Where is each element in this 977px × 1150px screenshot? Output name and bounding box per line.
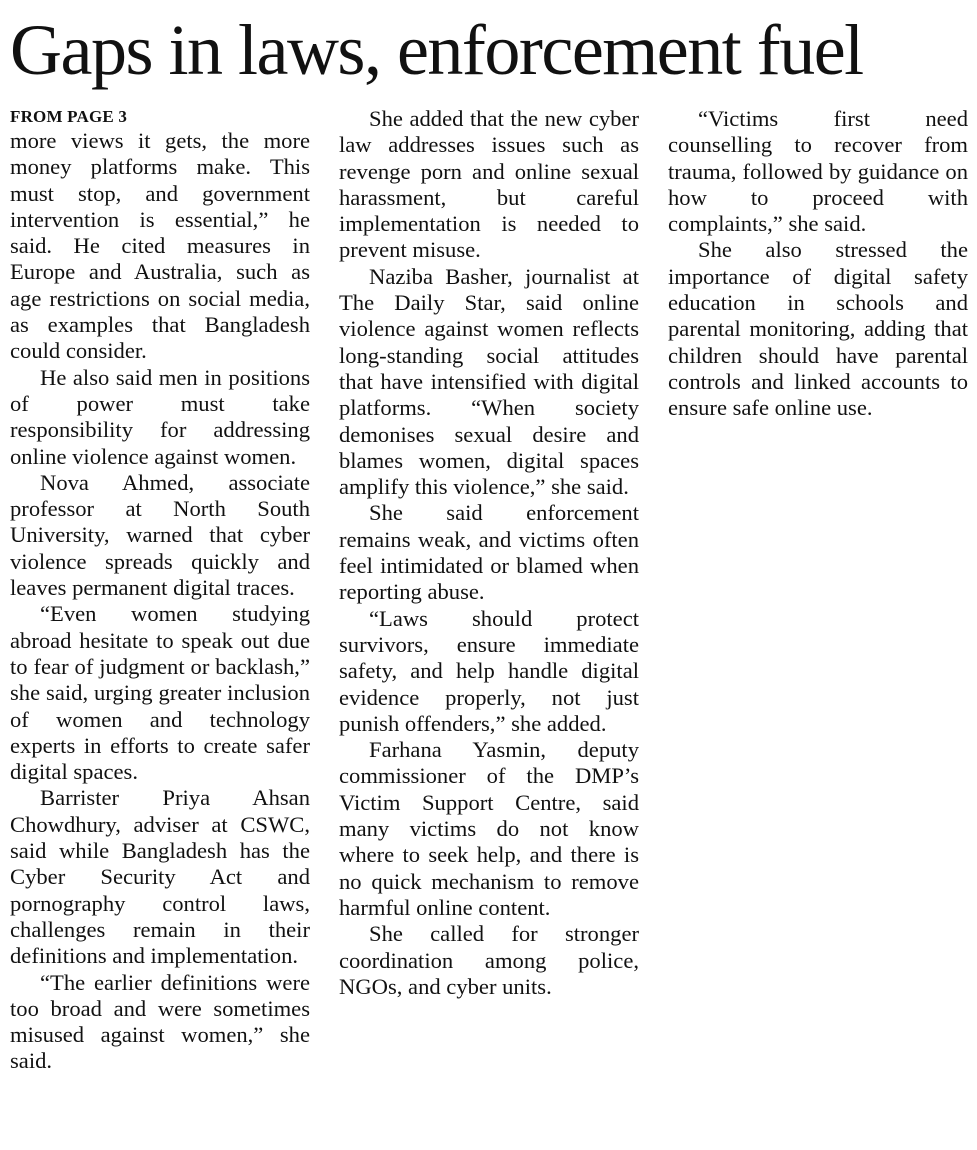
article-paragraph: Barrister Priya Ahsan Chowdhury, adviser at CSWC, said while Bangladesh has the Cyber Security Act and pornography control laws, challenges remain in their definitions and implementation. xyxy=(10,785,310,969)
article-paragraph: He also said men in positions of power must take responsibility for addressing online violence against women. xyxy=(10,364,310,469)
article-column-1 xyxy=(10,106,310,1075)
article-paragraph: “Even women studying abroad hesitate to speak out due to fear of judgment or backlash,” she said, urging greater inclusion of women and technology experts in efforts to create safer digital spaces. xyxy=(10,601,310,785)
article-paragraph: She said enforcement remains weak, and victims often feel intimidated or blamed when reporting abuse. xyxy=(339,500,639,605)
article-paragraph: She called for stronger coordination among police, NGOs, and cyber units. xyxy=(339,921,639,999)
article-column-3 xyxy=(668,106,968,422)
article-paragraph: She added that the new cyber law addresses issues such as revenge porn and online sexual harassment, but careful implementation is needed to prevent misuse. xyxy=(339,106,639,263)
article-paragraph: “The earlier definitions were too broad and were sometimes misused against women,” she said. xyxy=(10,969,310,1074)
article-headline: Gaps in laws, enforcement fuel xyxy=(10,10,863,90)
article-paragraph: She also stressed the importance of digital safety education in schools and parental monitoring, adding that children should have parental controls and linked accounts to ensure safe online use. xyxy=(668,237,968,421)
article-paragraph: “Victims first need counselling to recover from trauma, followed by guidance on how to proceed with complaints,” she said. xyxy=(668,106,968,237)
article-paragraph: “Laws should protect survivors, ensure immediate safety, and help handle digital evidence properly, not just punish offenders,” she added. xyxy=(339,605,639,736)
article-paragraph: Naziba Basher, journalist at The Daily Star, said online violence against women reflects long-standing social attitudes that have intensified with digital platforms. “When society demonises sexual desire and blames women, digital spaces amplify this violence,” she said. xyxy=(339,263,639,500)
jump-line: FROM PAGE 3 xyxy=(10,107,128,126)
article-column-2 xyxy=(339,106,639,1000)
article-paragraph: more views it gets, the more money platforms make. This must stop, and government intervention is essential,” he said. He cited measures in Europe and Australia, such as age restrictions on social media, as examples that Bangladesh could consider. xyxy=(10,128,310,364)
article-paragraph: Farhana Yasmin, deputy commissioner of the DMP’s Victim Support Centre, said many victims do not know where to seek help, and there is no quick mechanism to remove harmful online content. xyxy=(339,737,639,920)
article-paragraph: Nova Ahmed, associate professor at North South University, warned that cyber violence spreads quickly and leaves permanent digital traces. xyxy=(10,469,310,601)
